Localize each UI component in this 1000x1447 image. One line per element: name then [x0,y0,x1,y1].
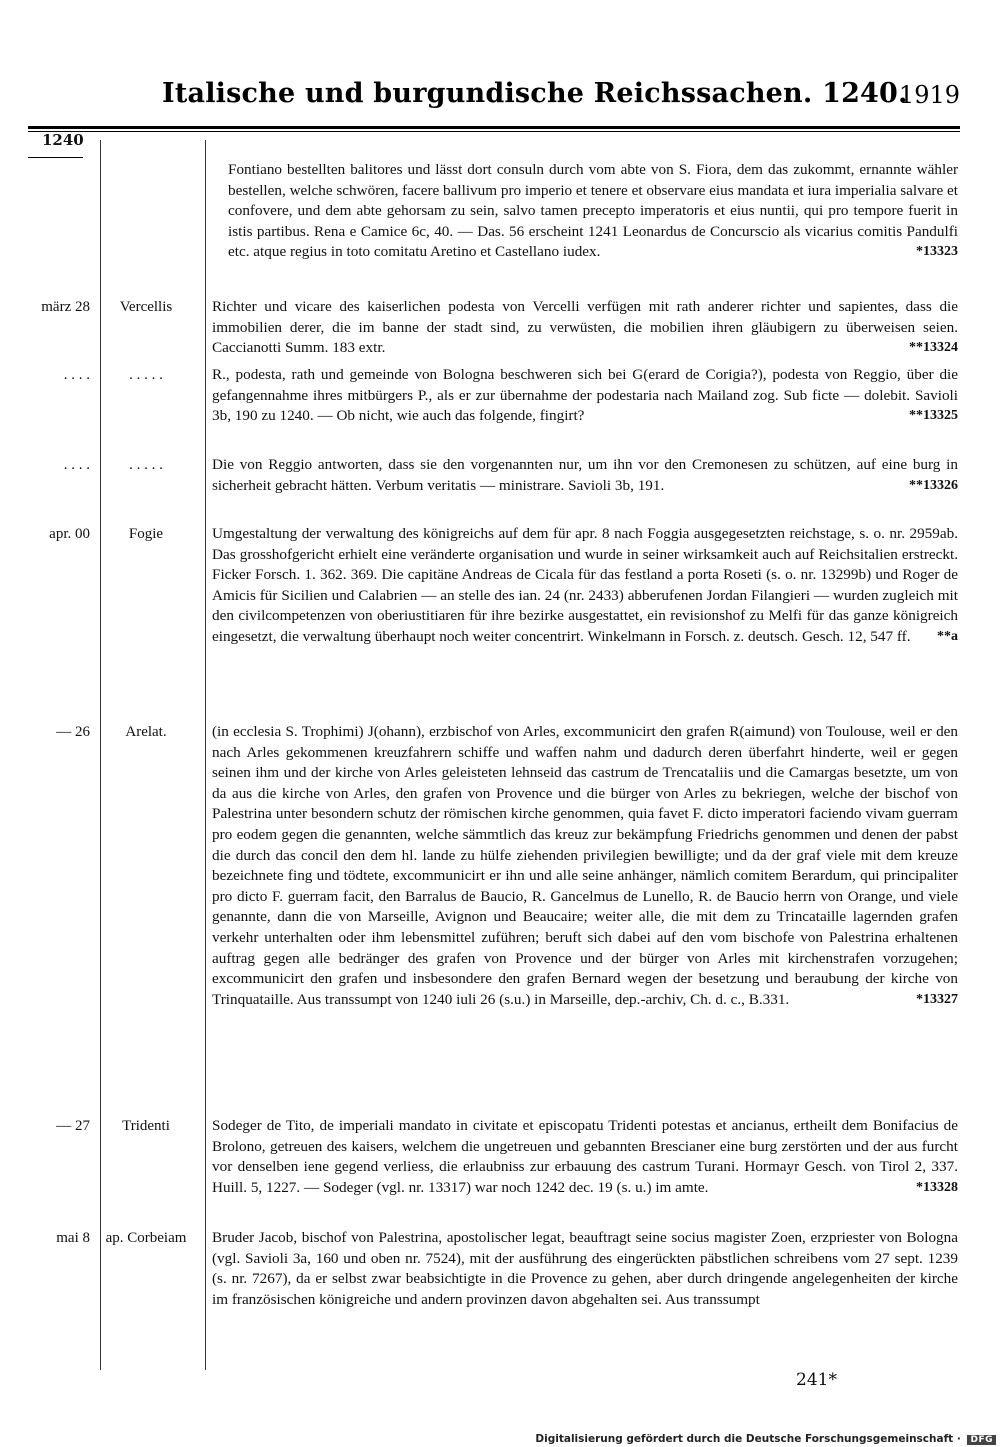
entry-text [212,722,958,1010]
entry-date: märz 28 [41,299,90,315]
entry-date: . . . . [63,367,90,383]
entry-text [212,297,958,359]
entry-place: Fogie [128,526,164,542]
entry-number: **13326 [909,477,958,493]
entry-place: Arelat. [125,724,167,740]
entry-date: mai 8 [56,1230,90,1246]
entry-place: . . . . . [129,367,163,383]
entry-body: Bruder Jacob, bischof von Palestrina, apostolischer legat, beauftragt seine socius magister Zoen, erzpriester von Bologna (vgl. Savioli 3a, 160 und oben nr. 7524), mit der ausführung des eingerückten päbstlichen schreibens vom 27 sept. 1239 (s. nr. 7267), da er selbst zwar beabsichtigte in die Provence zu gehen, aber durch dringende angelegenheiten der kirche im französischen königreiche und andern provinzen davon abgehalten sei. Aus transsumpt [212,1229,958,1308]
entry-place: . . . . . [129,457,163,473]
entry-body: Die von Reggio antworten, dass sie den vorgenannten nur, um ihn vor den Cremonesen zu schützen, auf eine burg in sicherheit gebracht hätten. Verbum veritatis — ministrare. Savioli 3b, 191. [212,456,958,494]
entry-date: — 27 [56,1118,90,1134]
entry-body: Umgestaltung der verwaltung des königreichs auf dem für apr. 8 nach Foggia ausgegesetzten reichstage, s. o. nr. 2959ab. Das grosshofgericht erhielt eine veränderte organisation und wurde in seiner wirksamkeit auch auf Reichsitalien erstreckt. Ficker Forsch. 1. 362. 369. Die capitäne Andreas de Cicala für das festland a porta Roseti (s. o. nr. 13299b) und Roger de Amicis für Sicilien und Calabrien — an stelle des ian. 24 (nr. 2433) abberufenen Jordan Filangieri — wurden zugleich mit den civilcompetenzen von oberiustitiaren für ihre bezirke ausgestattet, ein revisionshof zu Melfi für das ganze königreich eingesetzt, die verwaltung überhaupt noch weiter concentrirt. Winkelmann in Forsch. z. deutsch. Gesch. 12, 547 ff. [212,525,958,645]
column-separator-place [205,140,206,1370]
entry-number: **13324 [909,340,958,356]
header-rule-thin [28,131,960,132]
entry-text [212,1116,958,1198]
year-label: 1240 [42,131,84,149]
entry-text [212,455,958,496]
entry-text [212,524,958,648]
entry-date: apr. 00 [49,526,90,542]
page-header [0,78,1000,118]
entry-place: Tridenti [122,1118,170,1134]
entry-date: . . . . [63,457,90,473]
entry-body: Richter und vicare des kaiserlichen podesta von Vercelli verfügen mit rath anderer richter und sapientes, dass die immobilien derer, die im banne der stadt sind, zu verwüsten, die mobilien ihren gläubigern zu überweisen seien. Caccianotti Summ. 183 extr. [212,298,958,357]
entry-number: **a [937,628,958,644]
entry-body: Fontiano bestellten balitores und lässt dort consuln durch vom abte von S. Fiora, dem das zukommt, ernannte wähler bestellen, welche schwören, facere ballivum pro imperio et tenere et observare eius mandata et iura imperialia salvare et confovere, und dem abte gehorsam zu sein, salvo tamen precepto imperatoris et eius nuntii, qui pro tempore fuerit in istis partibus. Rena e Camice 6c, 40. — Das. 56 erscheint 1241 Leonardus de Concurscio als vicarius comitis Pandulfi etc. atque regius in toto comitatu Aretino et Castellano iudex. [228,161,958,261]
page-number: 1919 [898,81,960,109]
sheet-number: 241* [796,1370,837,1390]
header-rule [28,126,960,129]
digitization-credit [535,1433,996,1445]
entry-number: *13328 [916,1179,958,1195]
column-separator-date [100,140,101,1370]
year-rule [28,157,83,158]
dfg-logo-icon: DFG [967,1435,996,1445]
entry-number: *13323 [916,244,958,260]
entry-text [212,365,958,427]
credit-text: Digitalisierung gefördert durch die Deutsche Forschungsgemeinschaft · [535,1433,961,1445]
entry-number: **13325 [909,408,958,424]
entry-body: (in ecclesia S. Trophimi) J(ohann), erzbischof von Arles, excommunicirt den grafen R(aimund) von Toulouse, weil er den nach Arles gekommenen kreuzfahrern schiffe und waffen nahm und dadurch deren überfahrt hinderte, weil er gegen seinen ihm und der kirche von Arles geleisteten lehnseid das castrum de Trencataliis und die Camargas besetzte, um von da aus die kirche von Arles, den grafen von Provence und die bürger von Arles zu bekriegen, welche der bischof von Palestrina unter besondern schutz der römischen kirche genommen, quia favet F. dicto imperatori faciendo vivam guerram pro eodem gegen die genannten, welche sämmtlich das kreuz zur bekämpfung Friedrichs genommen und denen der pabst die durch das concil den dem hl. lande zu hülfe ziehenden privilegien bewilligte; und da der graf viele mit dem kreuze bezeichnete fing und tödtete, excommunicirt er ihn und alle seine anhänger, nämlich comitem Berardum, qui principaliter pro dicto F. guerram facit, den Barralus de Baucio, R. Gancelmus de Lunello, R. de Baucio herrn von Orange, und viele genannte, dann die von Marseille, Avignon und Beaucaire; weiter alle, die mit dem zu Trincataille lagernden grafen verkehr unterhalten oder ihm lebensmittel zuführen; beruft sich dabei auf den vom bischofe von Palestrina erhaltenen auftrag gegen alle bedränger des grafen von Provence und der bürger von Arles mit kirchenstrafen vorzugehen; excommunicirt den grafen und insbesondere den grafen Bernard wegen der besetzung und beraubung der kirche von Trinquataille. Aus transsumpt von 1240 iuli 26 (s.u.) in Marseille, dep.-archiv, Ch. d. c., B.331. [212,723,958,1008]
entry-place: Vercellis [119,299,173,315]
entry-text [212,1228,958,1310]
entry-text [212,160,958,263]
running-title: Italische und burgundische Reichssachen. 1240. [162,78,908,109]
entry-date: — 26 [56,724,90,740]
entry-body: R., podesta, rath und gemeinde von Bologna beschweren sich bei G(erard de Corigia?), podesta von Reggio, über die gefangennahme ihres mitbürgers P., als er zur übernahme der podestaria nach Mailand zog. Sub ficte — dolebit. Savioli 3b, 190 zu 1240. — Ob nicht, wie auch das folgende, fingirt? [212,366,958,425]
entry-body: Sodeger de Tito, de imperiali mandato in civitate et episcopatu Tridenti potestas et ancianus, ertheilt dem Bonifacius de Brolono, getreuen des kaisers, welchem die ungetreuen und gebannten Brescianer eine burg zerstörten und der aus furcht vor denselben iene gegend verliess, die erlaubniss zur erbauung des castrum Turani. Hormayr Gesch. von Tirol 2, 337. Huill. 5, 1227. — Sodeger (vgl. nr. 13317) war noch 1242 dec. 19 (s. u.) im amte. [212,1117,958,1196]
entry-number: *13327 [916,991,958,1007]
entry-place: ap. Corbeiam [105,1230,187,1246]
